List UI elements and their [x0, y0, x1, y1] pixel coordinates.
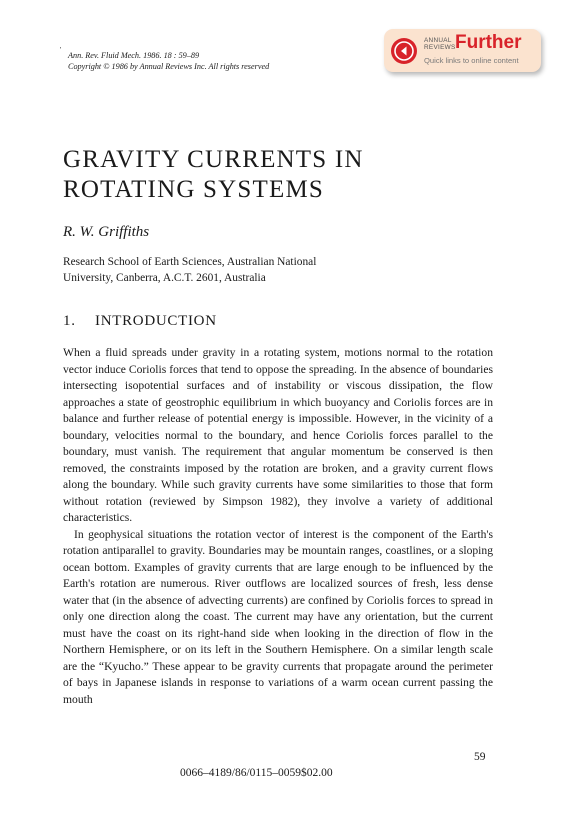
page-number: 59 [474, 751, 486, 763]
play-arrow-icon [391, 38, 417, 64]
paragraph: In geophysical situations the rotation vector of interest is the component of the Earth's rotation antiparallel to gravity. Boundaries may be mountain ranges, coastlines, or a sloping ocean bottom. Examples of gravity currents that are large enough to be influenced by the Earth's rotation are numerous. River outflows are localized sources of fresh, less dense water that (in the absence of advecting currents) are confined by Coriolis forces to spread in only one direction along the coast. The current may have any orientation, but the current must have the coast on its right-hand side when looking in the direction of flow in the Northern Hemisphere, or on its left in the Southern Hemisphere. On a similar length scale are the “Kyucho.” These appear to be gravity currents that propagate around the perimeter of bays in Japanese islands in response to variations of a warm ocean current passing the mouth [63, 527, 493, 706]
affiliation-line: Research School of Earth Sciences, Australian National [63, 256, 317, 268]
body-text [63, 345, 493, 708]
section-number: 1. [63, 313, 76, 329]
banner-annual-reviews-label: ANNUAL REVIEWS [424, 37, 456, 51]
copyright-notice: Copyright © 1986 by Annual Reviews Inc. All rights reserved [68, 62, 270, 71]
journal-reference [68, 50, 368, 72]
article-title [63, 145, 483, 205]
author-affiliation [63, 254, 493, 286]
margin-mark: ' [60, 46, 62, 54]
section-title: INTRODUCTION [95, 313, 217, 329]
banner-further-label: Further [455, 32, 522, 53]
title-line: ROTATING SYSTEMS [63, 176, 324, 203]
banner-subtitle: Quick links to online content [424, 56, 519, 65]
annual-reviews-further-banner[interactable] [384, 29, 541, 72]
section-heading [63, 313, 217, 330]
journal-citation: Ann. Rev. Fluid Mech. 1986. 18 : 59–89 [68, 51, 200, 60]
paragraph: When a fluid spreads under gravity in a rotating system, motions normal to the rotation vector induce Coriolis forces that tend to oppose the spreading. In the absence of boundaries intersecting isopotential surfaces and of instability or viscous dissipation, the flow approaches a state of geostrophic equilibrium in which buoyancy and Coriolis forces are in balance and further release of potential energy is impossible. However, in the vicinity of a boundary, velocities normal to the boundary, and hence Coriolis forces parallel to the boundary, must vanish. The requirement that angular momentum be conserved is then removed, the constraints imposed by the rotation are broken, and a gravity current flows along the boundary. While such gravity currents have some similarities to those that form without rotation (reviewed by Simpson 1982), they involve a variety of additional characteristics. [63, 346, 493, 524]
title-line: GRAVITY CURRENTS IN [63, 146, 364, 173]
article-code: 0066–4189/86/0115–0059$02.00 [180, 767, 333, 779]
author-name: R. W. Griffiths [63, 224, 150, 240]
affiliation-line: University, Canberra, A.C.T. 2601, Australia [63, 272, 266, 284]
